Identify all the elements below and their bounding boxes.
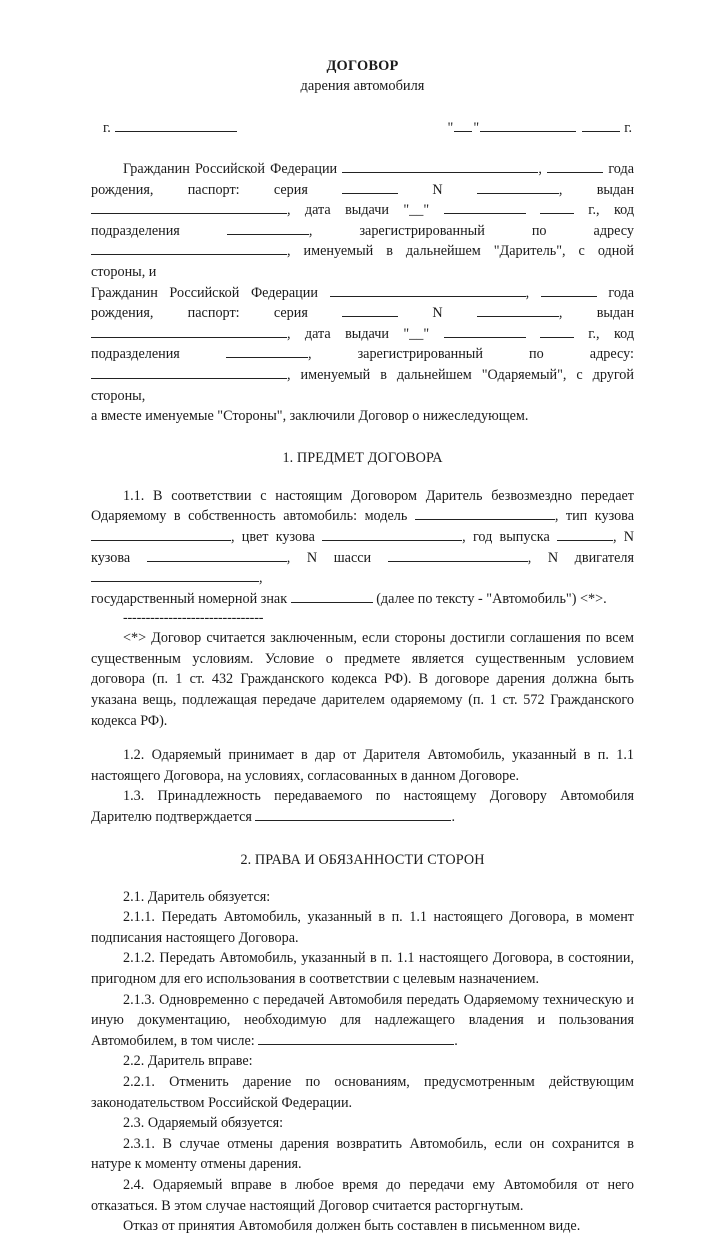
clause-1-3-text-a: 1.3. Принадлежность передаваемого по настоящему Договору Автомобиля Дарителю подтверждается — [91, 788, 634, 826]
donor-issue-year-blank[interactable] — [540, 202, 574, 214]
clause-1-1-text-f: , N шасси — [286, 549, 372, 566]
donee-name-blank[interactable] — [330, 285, 526, 297]
ownership-proof-blank[interactable] — [255, 809, 451, 821]
clause-2-1: 2.1. Даритель обязуется: — [123, 888, 271, 905]
preamble-closing: а вместе именуемые "Стороны", заключили Договор о нижеследующем. — [91, 408, 529, 425]
donee-passport-number-blank[interactable] — [477, 305, 559, 317]
clause-2-1-2: 2.1.2. Передать Автомобиль, указанный в п. 1.1 настоящего Договора, в состоянии, пригодном для его использования в соответствии с целевым назначением. — [91, 950, 634, 987]
preamble-line3-b: г., код подразделения — [91, 202, 635, 239]
date-group: " " г. — [447, 120, 632, 136]
clause-1-1-text-i: государственный номерной знак — [91, 590, 288, 607]
clause-2-5: Отказ от принятия Автомобиля должен быть составлен в письменном виде. — [123, 1218, 581, 1235]
preamble-line3-a: "__" — [403, 202, 430, 219]
donor-birthyear-blank[interactable] — [547, 161, 603, 173]
section-1-heading: 1. ПРЕДМЕТ ДОГОВОРА — [282, 449, 443, 466]
donee-birthyear-blank[interactable] — [541, 285, 597, 297]
clause-2-3-1: 2.3.1. В случае отмены дарения возвратить Автомобиль, если он сохранится в натуре к моменту отмены дарения. — [91, 1135, 634, 1173]
clause-1-1 — [91, 486, 634, 589]
donor-issue-month-blank[interactable] — [444, 202, 526, 214]
preamble-line4: , именуемый в дальнейшем "Даритель", с одной стороны, и — [91, 243, 634, 280]
clause-1-1-plate-line — [91, 589, 634, 610]
place-label: г. — [103, 120, 111, 136]
preamble-line5-b: года рождения, паспорт: — [91, 284, 635, 322]
car-body-number-blank[interactable] — [147, 550, 287, 562]
section-2-heading: 2. ПРАВА И ОБЯЗАННОСТИ СТОРОН — [240, 851, 485, 868]
place-and-date-row — [91, 118, 634, 139]
car-plate-number-blank[interactable] — [291, 591, 373, 603]
document-subtitle: дарения автомобиля — [300, 78, 425, 94]
car-body-type-blank[interactable] — [91, 529, 231, 541]
clause-1-1-text-e: , N кузова — [91, 528, 635, 566]
preamble-line1-c: года рождения, — [91, 161, 635, 198]
preamble-line5-a: Гражданин Российской Федерации — [91, 284, 318, 301]
footnote-separator: ------------------------------- — [123, 611, 264, 626]
preamble-donee: Гражданин Российской Федерации , года рождения, паспорт: серия N , выдан , дата выдачи "__" г., код подразделения , зарегистрированный по адресу: , именуемый в дальнейшем "Одаряемый", с другой стороны, — [91, 284, 635, 404]
donor-passport-series-blank[interactable] — [342, 182, 398, 194]
car-model-blank[interactable] — [415, 508, 555, 520]
donor-name-blank[interactable] — [342, 161, 538, 173]
donee-address-blank[interactable] — [91, 367, 287, 379]
donor-passport-number-blank[interactable] — [477, 182, 559, 194]
preamble-line8: , именуемый в дальнейшем "Одаряемый", с другой стороны, — [91, 366, 634, 404]
footnote-text: <*> Договор считается заключенным, если стороны достигли соглашения по всем существенным условиям. Условие о предмете является существенным условием договора (п. 1 ст. 432 Гражданского кодекса РФ). В договоре дарения должна быть указана вещь, подлежащая передаче дарителем одаряемому (п. 1 ст. 572 Гражданского кодекса РФ). — [91, 630, 634, 729]
clause-2-2: 2.2. Даритель вправе: — [123, 1053, 253, 1070]
preamble-line6-d: , дата выдачи — [287, 325, 389, 342]
clause-2-1-3-text-a: 2.1.3. Одновременно с передачей Автомобиля передать Одаряемому техническую и иную документацию, необходимую для надлежащего владения и пользования Автомобилем, в том числе: — [91, 991, 634, 1049]
clause-1-1-text-j: (далее по тексту - "Автомобиль") <*>. — [376, 590, 607, 607]
clause-1-2: 1.2. Одаряемый принимает в дар от Дарителя Автомобиль, указанный в п. 1.1 настоящего Договора, на условиях, согласованных в данном Договоре. — [91, 747, 634, 784]
preamble-line2-c: , выдан — [558, 181, 635, 198]
preamble-line2-d: , дата выдачи — [287, 202, 389, 219]
clause-1-1-text-d: , год выпуска — [462, 528, 550, 545]
preamble-line6-c: , выдан — [558, 305, 635, 322]
donee-issue-date-group — [403, 326, 429, 342]
clause-1-1-text-h: , — [259, 570, 263, 587]
clause-2-4: 2.4. Одаряемый вправе в любое время до передачи ему Автомобиля от него отказаться. В этом случае настоящий Договор считается расторгнутым. — [91, 1176, 634, 1214]
clause-2-1-3-text-b: . — [454, 1032, 458, 1049]
car-engine-number-blank[interactable] — [91, 570, 259, 582]
clause-2-3: 2.3. Одаряемый обязуется: — [123, 1115, 284, 1132]
car-body-color-blank[interactable] — [322, 529, 462, 541]
date-suffix-label: г. — [624, 120, 632, 136]
preamble-line3-c: , зарегистрированный по адресу — [308, 222, 634, 239]
car-chassis-number-blank[interactable] — [388, 550, 528, 562]
preamble-line6-a: серия — [273, 305, 308, 322]
preamble-line2-b: N — [432, 181, 443, 198]
donee-passport-series-blank[interactable] — [342, 305, 398, 317]
clause-1-1-text-c: , цвет кузова — [231, 528, 315, 545]
donee-department-code-blank[interactable] — [226, 346, 308, 358]
preamble-donor: Гражданин Российской Федерации , года рождения, паспорт: серия N , выдан , дата выдачи "__" г., код подразделения , зарегистрированный по адресу , именуемый в дальнейшем "Даритель", с одной стороны, и — [91, 161, 635, 280]
preamble-line1-a: Гражданин Российской Федерации — [123, 161, 338, 177]
preamble-line2-a: паспорт: серия — [187, 181, 308, 198]
donor-passport-issuer-blank[interactable] — [91, 202, 287, 214]
document-title: ДОГОВОР — [326, 58, 399, 74]
preamble-line6-b: N — [432, 305, 443, 322]
donor-department-code-blank[interactable] — [227, 223, 309, 235]
day-blank[interactable] — [454, 119, 472, 132]
place-group — [103, 118, 238, 139]
clause-2-1-3 — [91, 990, 634, 1052]
preamble-line7-a: "__" — [403, 325, 430, 342]
preamble-line7-b: г., код подразделения — [91, 325, 635, 363]
city-blank[interactable] — [115, 119, 237, 132]
month-blank[interactable] — [480, 119, 576, 132]
clause-2-2-1: 2.2.1. Отменить дарение по основаниям, предусмотренным действующим законодательством Российской Федерации. — [91, 1073, 634, 1111]
clause-2-1-1: 2.1.1. Передать Автомобиль, указанный в п. 1.1 настоящего Договора, в момент подписания настоящего Договора. — [91, 909, 634, 946]
documentation-list-blank[interactable] — [258, 1033, 454, 1045]
year-blank[interactable] — [582, 119, 620, 132]
donee-issue-month-blank[interactable] — [444, 326, 526, 338]
clause-1-1-text-a: 1.1. В соответствии с настоящим Договором Даритель безвозмездно передает Одаряемому в собственность автомобиль: модель — [91, 487, 634, 525]
donee-passport-issuer-blank[interactable] — [91, 326, 287, 338]
clause-1-3-text-b: . — [451, 809, 455, 826]
donee-issue-year-blank[interactable] — [540, 326, 574, 338]
donor-address-blank[interactable] — [91, 243, 287, 255]
car-year-blank[interactable] — [557, 529, 613, 541]
clause-1-1-text-g: , N двигателя — [527, 549, 635, 566]
donor-issue-date-group — [403, 202, 429, 218]
preamble-line7-c: , зарегистрированный по адресу: — [307, 346, 635, 363]
clause-1-1-text-b: , тип кузова — [554, 508, 634, 525]
clause-1-3 — [91, 786, 634, 827]
